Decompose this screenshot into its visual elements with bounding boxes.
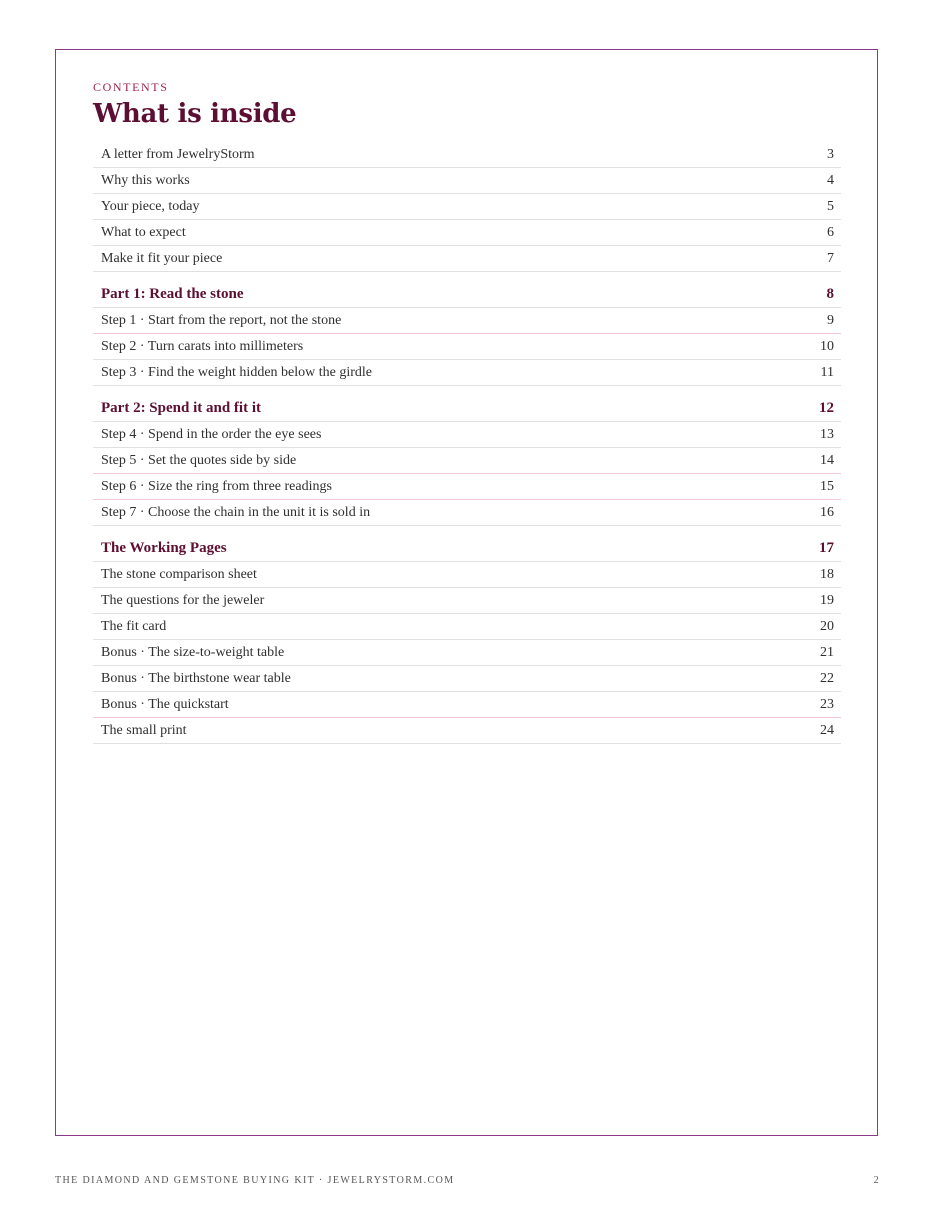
toc-page-number: 21: [820, 645, 834, 660]
toc-entry-label: The Working Pages: [101, 540, 227, 556]
toc-entry-row[interactable]: [93, 614, 841, 640]
toc-entry-row[interactable]: [93, 692, 841, 718]
toc-entry-row[interactable]: [93, 500, 841, 526]
footer-text: THE DIAMOND AND GEMSTONE BUYING KIT · JEWELRYSTORM.COM: [55, 1175, 455, 1186]
toc-entry-row[interactable]: [93, 666, 841, 692]
toc-page-number: 22: [820, 671, 834, 686]
toc-entry-label: Step 5 · Set the quotes side by side: [101, 453, 297, 468]
contents-kicker: CONTENTS: [93, 80, 169, 94]
toc-entry-label: Make it fit your piece: [101, 251, 223, 266]
toc-entry-row[interactable]: [93, 308, 841, 334]
toc-entry-label: Bonus · The size-to-weight table: [101, 645, 285, 660]
toc-entry-row[interactable]: [93, 220, 841, 246]
table-of-contents: [93, 142, 841, 744]
toc-section-row[interactable]: [93, 282, 841, 308]
toc-page-number: 14: [820, 453, 834, 468]
toc-page-number: 3: [827, 147, 834, 162]
toc-entry-label: Step 3 · Find the weight hidden below the girdle: [101, 365, 373, 380]
toc-entry-row[interactable]: [93, 168, 841, 194]
toc-page-number: 9: [827, 313, 834, 328]
toc-section-row[interactable]: [93, 536, 841, 562]
page-footer: [55, 1175, 880, 1186]
page-title: What is inside: [93, 99, 297, 129]
toc-entry-label: Step 4 · Spend in the order the eye sees: [101, 427, 322, 442]
toc-page-number: 5: [827, 199, 834, 214]
toc-page-number: 17: [819, 540, 834, 556]
toc-entry-label: A letter from JewelryStorm: [101, 147, 255, 162]
toc-entry-row[interactable]: [93, 194, 841, 220]
toc-page-number: 13: [820, 427, 834, 442]
toc-page-number: 12: [819, 400, 834, 416]
toc-entry-row[interactable]: [93, 474, 841, 500]
toc-page-number: 7: [827, 251, 834, 266]
toc-page-number: 23: [820, 697, 834, 712]
toc-entry-row[interactable]: [93, 718, 841, 744]
toc-section-row[interactable]: [93, 396, 841, 422]
toc-entry-row[interactable]: [93, 448, 841, 474]
toc-entry-row[interactable]: [93, 142, 841, 168]
toc-entry-label: Step 1 · Start from the report, not the stone: [101, 313, 342, 328]
toc-entry-row[interactable]: [93, 562, 841, 588]
footer-page-number: 2: [873, 1175, 880, 1186]
toc-entry-label: The stone comparison sheet: [101, 567, 257, 582]
toc-page-number: 20: [820, 619, 834, 634]
toc-page-number: 15: [820, 479, 834, 494]
toc-page-number: 19: [820, 593, 834, 608]
toc-page-number: 8: [826, 286, 834, 302]
toc-entry-row[interactable]: [93, 422, 841, 448]
toc-entry-label: Step 2 · Turn carats into millimeters: [101, 339, 304, 354]
toc-entry-row[interactable]: [93, 640, 841, 666]
toc-entry-label: The questions for the jeweler: [101, 593, 265, 608]
toc-entry-label: Why this works: [101, 173, 190, 188]
toc-entry-row[interactable]: [93, 334, 841, 360]
toc-entry-label: The fit card: [101, 619, 167, 634]
toc-entry-label: The small print: [101, 723, 187, 738]
toc-page-number: 18: [820, 567, 834, 582]
toc-entry-label: Step 7 · Choose the chain in the unit it is sold in: [101, 505, 371, 520]
toc-page-number: 16: [820, 505, 834, 520]
toc-entry-label: Part 1: Read the stone: [101, 286, 244, 302]
toc-entry-label: Part 2: Spend it and fit it: [101, 400, 262, 416]
toc-page-number: 6: [827, 225, 834, 240]
toc-page-number: 11: [820, 365, 834, 380]
toc-entry-label: Bonus · The birthstone wear table: [101, 671, 291, 686]
toc-entry-label: Step 6 · Size the ring from three readings: [101, 479, 332, 494]
toc-entry-row[interactable]: [93, 246, 841, 272]
toc-entry-label: What to expect: [101, 225, 186, 240]
toc-page-number: 10: [820, 339, 834, 354]
toc-entry-label: Bonus · The quickstart: [101, 697, 229, 712]
toc-entry-row[interactable]: [93, 588, 841, 614]
toc-entry-label: Your piece, today: [101, 199, 200, 214]
toc-page-number: 24: [820, 723, 834, 738]
toc-entry-row[interactable]: [93, 360, 841, 386]
toc-page-number: 4: [827, 173, 834, 188]
